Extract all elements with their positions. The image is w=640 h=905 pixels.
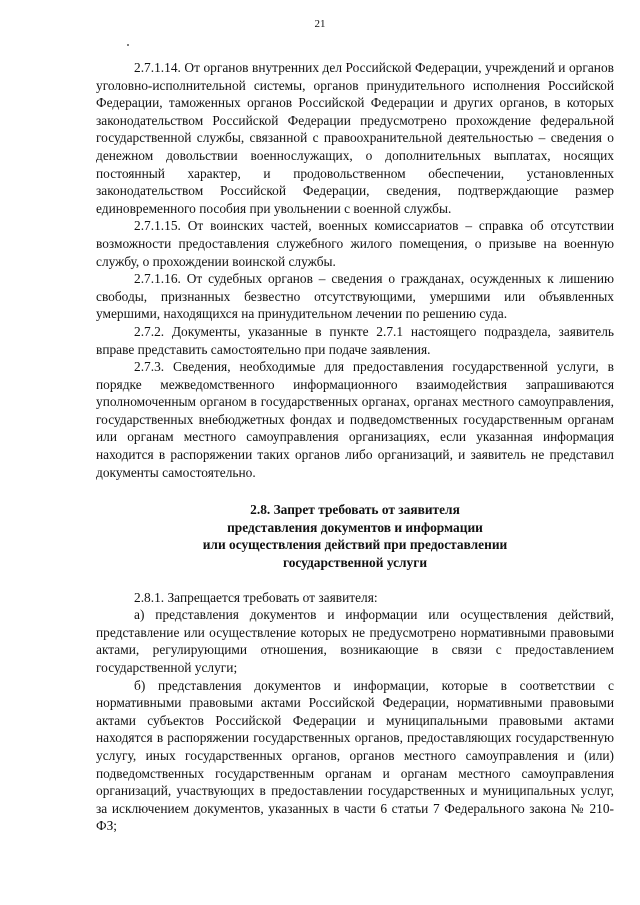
section-heading-2-8	[96, 501, 614, 571]
section-heading-line: или осуществления действий при предоставлении	[202, 537, 508, 553]
page-number: 21	[314, 18, 326, 30]
paragraph-2-8-1-a: а) представления документов и информации или осуществления действий, представление или осуществление которых не предусмотрено нормативными правовыми актами, регулирующими отношения, возникающие в связи с предоставлением государственной услуги;	[96, 607, 614, 675]
section-heading-line: 2.8. Запрет требовать от заявителя	[250, 502, 460, 518]
section-heading-line: государственной услуги	[282, 555, 428, 571]
scan-speck	[127, 44, 129, 46]
paragraph-2-7-1-14: 2.7.1.14. От органов внутренних дел Российской Федерации, учреждений и органов уголовно-исполнительной системы, органов принудительного исполнения Российской Федерации, таможенных органов Российской Федерации и других органов, в которых законодательством Российской Федерации предусмотрено прохождение федеральной государственной службы, связанной с правоохранительной деятельностью – сведения о денежном довольствии военнослужащих, о дополнительных выплатах, носящих постоянный характер, и продовольственном обеспечении, установленных законодательством Российской Федерации, сведения, подтверждающие размер единовременного пособия при увольнении с военной службы.	[96, 60, 614, 216]
document-body	[96, 59, 614, 835]
paragraph-2-7-3: 2.7.3. Сведения, необходимые для предоставления государственной услуги, в порядке межведомственного информационного взаимодействия запрашиваются уполномоченным органом в государственных органах, органах местного самоуправления, государственных внебюджетных фондах и подведомственных государственным органам или органам местного самоуправления организациях, если указанная информация находится в распоряжении таких органов либо организаций, и заявитель не представил документы самостоятельно.	[96, 359, 614, 480]
paragraph-2-7-1-15: 2.7.1.15. От воинских частей, военных комиссариатов – справка об отсутствии возможности предоставления служебного жилого помещения, о призыве на военную службу, о прохождении воинской службы.	[96, 218, 614, 269]
paragraph-2-8-1-b: б) представления документов и информации, которые в соответствии с нормативными правовыми актами Российской Федерации, нормативными правовыми актами субъектов Российской Федерации и муниципальными правовыми актами находятся в распоряжении государственных органов, предоставляющих государственную услугу, иных государственных органов, органов местного самоуправления и (или) подведомственных государственным органам и органам местного самоуправления организаций, участвующих в предоставлении государственных и муниципальных услуг, за исключением документов, указанных в части 6 статьи 7 Федерального закона № 210-ФЗ;	[96, 677, 614, 834]
section-heading-line: представления документов и информации	[227, 519, 483, 535]
paragraph-2-8-1: 2.8.1. Запрещается требовать от заявителя:	[134, 589, 378, 605]
paragraph-2-7-2: 2.7.2. Документы, указанные в пункте 2.7.1 настоящего подраздела, заявитель вправе представить самостоятельно при подаче заявления.	[96, 323, 614, 357]
paragraph-2-7-1-16: 2.7.1.16. От судебных органов – сведения о гражданах, осужденных к лишению свободы, признанных безвестно отсутствующими, умершими или объявленных умершими, находящихся на принудительном лечении по решению суда.	[96, 271, 614, 322]
